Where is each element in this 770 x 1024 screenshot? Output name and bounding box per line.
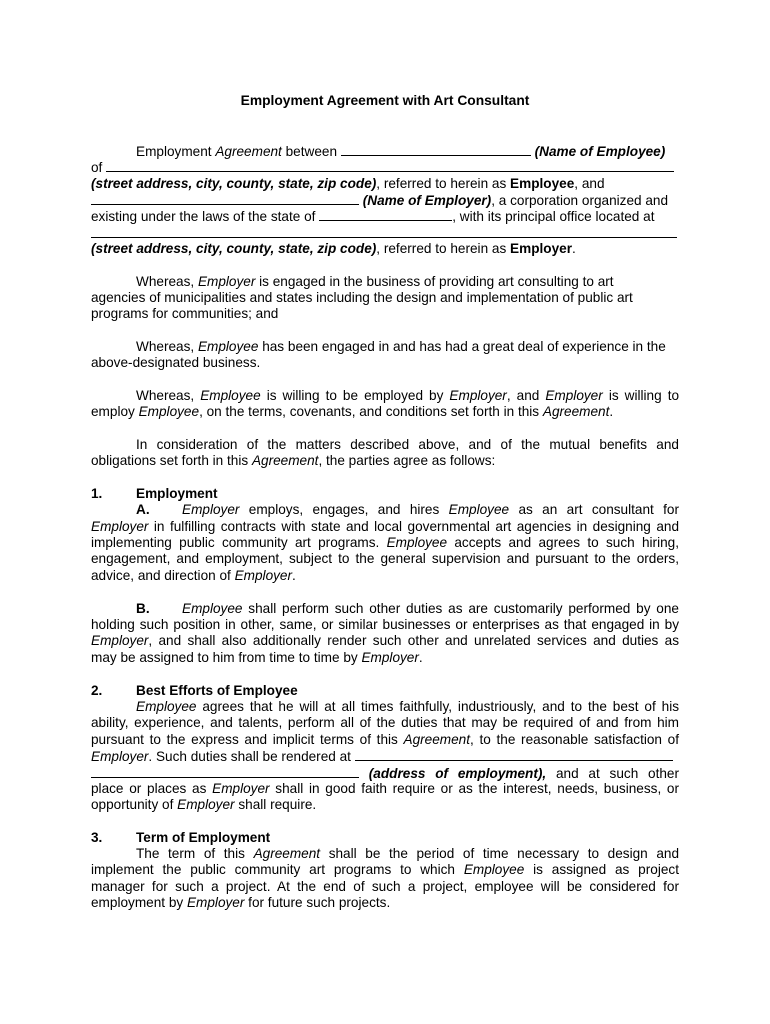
- section-1a-line-3: implementing public community art programs. Employee accepts and agrees to such hiring,: [91, 535, 679, 550]
- section-2-line-3: pursuant to the express and implicit terms of this Agreement, to the reasonable satisfaction of: [91, 732, 680, 747]
- section-1a-line-4: engagement, and employment, subject to the general supervision and pursuant to the orders,: [91, 551, 679, 566]
- section-2-number: 2.: [91, 683, 103, 698]
- consideration-line-2: obligations set forth in this Agreement, the parties agree as follows:: [91, 453, 496, 468]
- intro-line-6: [91, 225, 679, 242]
- section-3-line-3: manager for such a project. At the end of such a project, employee will be considered for: [91, 879, 679, 894]
- employment-address-blank-2[interactable]: [91, 765, 359, 778]
- section-1b-line-1: Employee shall perform such other duties as are customarily performed by one: [182, 601, 679, 616]
- employment-address-blank[interactable]: [355, 748, 673, 761]
- section-1-heading: Employment: [136, 486, 218, 501]
- whereas-2-line-1: Whereas, Employee has been engaged in and has had a great deal of experience in the: [136, 339, 666, 354]
- employee-address-blank[interactable]: [106, 159, 674, 172]
- whereas-1-line-2: agencies of municipalities and states including the design and implementation of public art: [91, 290, 633, 305]
- section-1a-line-2: Employer in fulfilling contracts with state and local governmental art agencies in designing and: [91, 519, 680, 534]
- section-2-line-1: Employee agrees that he will at all times faithfully, industriously, and to the best of his: [136, 699, 680, 714]
- section-2-line-7: opportunity of Employer shall require.: [91, 797, 317, 812]
- section-1a-line-5: advice, and direction of Employer.: [91, 568, 296, 583]
- document-title: Employment Agreement with Art Consultant: [240, 93, 530, 108]
- intro-line-2: of: [91, 159, 679, 176]
- whereas-3-line-2: employ Employee, on the terms, covenants, and conditions set forth in this Agreement.: [91, 404, 614, 419]
- section-2-heading: Best Efforts of Employee: [136, 683, 298, 698]
- consideration-line-1: In consideration of the matters described above, and of the mutual benefits and: [136, 437, 679, 452]
- section-1a-line-1: Employer employs, engages, and hires Employee as an art consultant for: [182, 502, 680, 517]
- whereas-1-line-3: programs for communities; and: [91, 306, 279, 321]
- whereas-3-line-1: Whereas, Employee is willing to be employed by Employer, and Employer is willing to: [136, 388, 680, 403]
- section-2-line-2: ability, experience, and talents, perform all of the duties that may be required of and from him: [91, 715, 679, 730]
- intro-line-5: existing under the laws of the state of , with its principal office located at: [91, 209, 655, 224]
- section-2-line-6: place or places as Employer shall in good faith require or as the interest, needs, business, or: [91, 781, 680, 796]
- intro-line-3: (street address, city, county, state, zip code), referred to herein as Employee, and: [91, 176, 605, 191]
- section-1b-line-4: may be assigned to him from time to time by Employer.: [91, 650, 423, 665]
- section-1a-label: A.: [136, 502, 150, 517]
- intro-line-7: (street address, city, county, state, zip code), referred to herein as Employer.: [91, 241, 576, 256]
- section-2-line-4: Employer. Such duties shall be rendered at: [91, 748, 679, 765]
- section-1-number: 1.: [91, 486, 103, 501]
- intro-line-1: Employment Agreement between (Name of Employee): [136, 144, 666, 159]
- state-blank[interactable]: [319, 208, 452, 221]
- section-3-heading: Term of Employment: [136, 830, 271, 845]
- intro-line-4: (Name of Employer), a corporation organized and: [91, 192, 679, 209]
- employee-name-blank[interactable]: [341, 143, 531, 156]
- section-3-line-4: employment by Employer for future such projects.: [91, 895, 391, 910]
- section-1b-line-2: holding such position in other, same, or similar businesses or enterprises as that engaged in by: [91, 617, 679, 632]
- employer-name-blank[interactable]: [91, 192, 359, 205]
- section-1b-label: B.: [136, 601, 150, 616]
- whereas-2-line-2: above-designated business.: [91, 355, 261, 370]
- whereas-1-line-1: Whereas, Employer is engaged in the business of providing art consulting to art: [136, 274, 614, 289]
- employer-address-blank[interactable]: [91, 225, 677, 238]
- section-3-line-1: The term of this Agreement shall be the period of time necessary to design and: [136, 846, 680, 861]
- section-3-number: 3.: [91, 830, 103, 845]
- section-3-line-2: implement the public community art programs to which Employee is assigned as project: [91, 862, 679, 877]
- section-1b-line-3: Employer, and shall also additionally render such other and unrelated services and duties as: [91, 633, 679, 648]
- section-2-line-5: (address of employment), and at such other: [91, 765, 679, 782]
